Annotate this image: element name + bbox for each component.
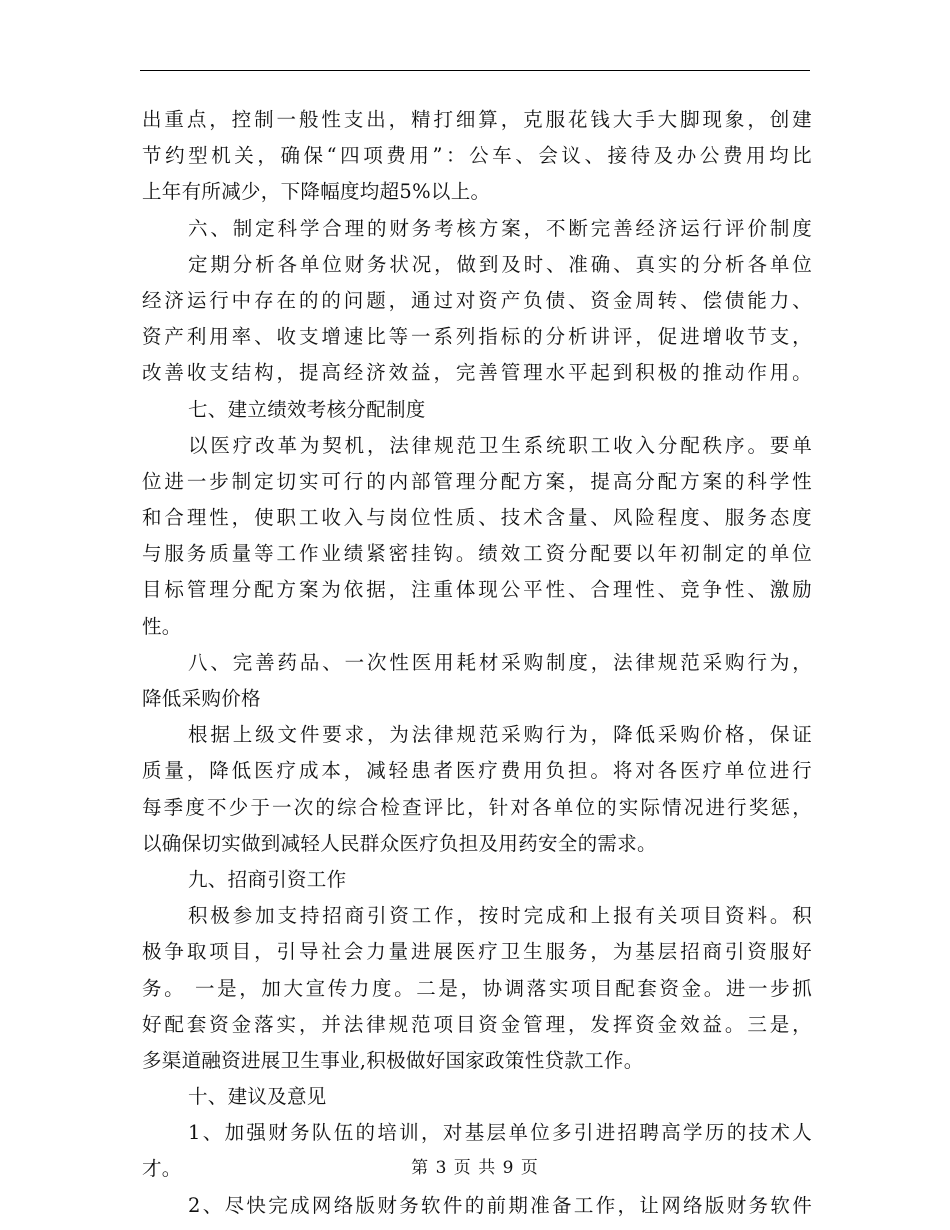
section-heading-7: 七、建立绩效考核分配制度: [188, 397, 426, 421]
page-footer: 第 3 页 共 9 页: [411, 1158, 539, 1178]
document-body: [142, 102, 812, 1224]
text-line: 目标管理分配方案为依据，注重体现公平性、合理性、竞争性、激励: [142, 578, 812, 602]
text-line: 改善收支结构，提高经济效益，完善管理水平起到积极的推动作用。: [142, 361, 812, 385]
text-line: 经济运行中存在的的问题，通过对资产负债、资金周转、偿债能力、: [142, 288, 812, 312]
text-line: 2、尽快完成网络版财务软件的前期准备工作，让网络版财务软件: [188, 1193, 812, 1217]
text-line: 上年有所减少，下降幅度均超5%以上。: [142, 180, 491, 204]
text-line: 以医疗改革为契机，法律规范卫生系统职工收入分配秩序。要单: [188, 433, 812, 457]
section-heading-6: 六、制定科学合理的财务考核方案，不断完善经济运行评价制度: [188, 216, 812, 240]
text-line: 好配套资金落实，并法律规范项目资金管理，发挥资金效益。三是，: [142, 1012, 812, 1036]
text-line: 多渠道融资进展卫生事业,积极做好国家政策性贷款工作。: [142, 1048, 644, 1072]
text-line: 节约型机关，确保“四项费用”：公车、会议、接待及办公费用均比: [142, 144, 812, 168]
section-heading-9: 九、招商引资工作: [188, 867, 347, 891]
text-line: 积极参加支持招商引资工作，按时完成和上报有关项目资料。积: [188, 904, 812, 928]
section-heading-10: 十、建议及意见: [188, 1085, 327, 1109]
text-line: 务。 一是，加大宣传力度。二是，协调落实项目配套资金。进一步抓: [142, 976, 812, 1000]
text-line: 性。: [142, 614, 182, 638]
text-line: 资产利用率、收支增速比等一系列指标的分析讲评，促进增收节支，: [142, 325, 812, 349]
text-line: 1、加强财务队伍的培训，对基层单位多引进招聘高学历的技术人: [188, 1121, 812, 1145]
text-line: 根据上级文件要求，为法律规范采购行为，降低采购价格，保证: [188, 723, 812, 747]
text-line: 质量，降低医疗成本，减轻患者医疗费用负担。将对各医疗单位进行: [142, 759, 812, 783]
header-rule: [140, 70, 810, 71]
text-line: 和合理性，使职工收入与岗位性质、技术含量、风险程度、服务态度: [142, 506, 812, 530]
text-line: 以确保切实做到减轻人民群众医疗负担及用药安全的需求。: [142, 831, 657, 855]
text-line: 才。: [142, 1157, 182, 1181]
text-line: 位进一步制定切实可行的内部管理分配方案，提高分配方案的科学性: [142, 469, 812, 493]
section-heading-8: 八、完善药品、一次性医用耗材采购制度，法律规范采购行为，: [188, 650, 812, 674]
text-line: 极争取项目，引导社会力量进展医疗卫生服务，为基层招商引资服好: [142, 940, 812, 964]
text-line: 降低采购价格: [142, 687, 261, 710]
text-line: 每季度不少于一次的综合检查评比，针对各单位的实际情况进行奖惩，: [142, 795, 812, 819]
text-line: 出重点，控制一般性支出，精打细算，克服花钱大手大脚现象，创建: [142, 108, 812, 131]
text-line: 定期分析各单位财务状况，做到及时、准确、真实的分析各单位: [188, 252, 812, 276]
text-line: 与服务质量等工作业绩紧密挂钩。绩效工资分配要以年初制定的单位: [142, 542, 812, 566]
